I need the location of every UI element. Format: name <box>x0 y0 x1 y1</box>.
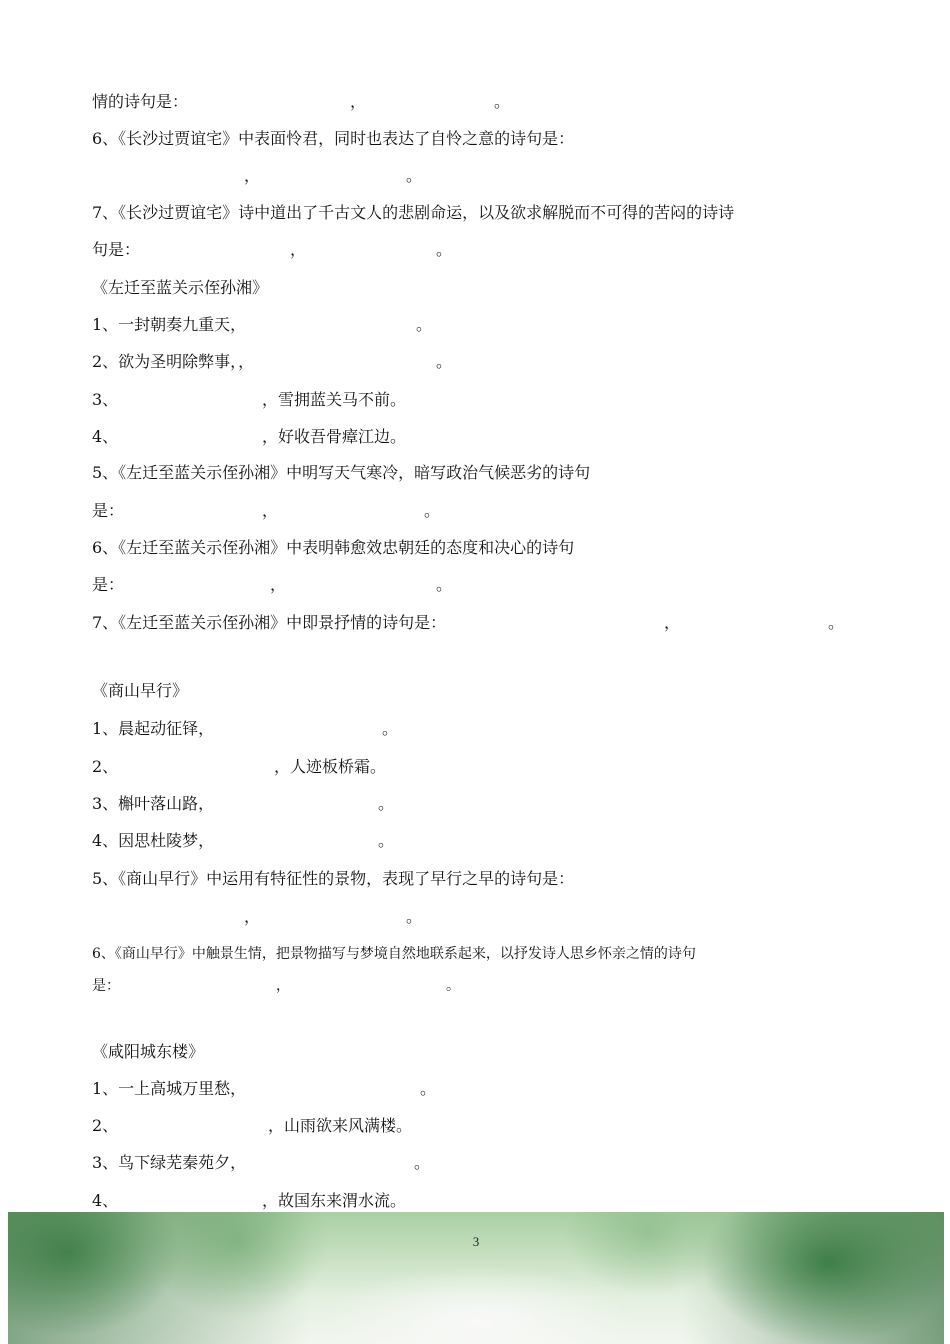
text-segment: 7、《左迁至蓝关示侄孙湘》中即景抒情的诗句是： <box>92 613 447 632</box>
page-number: 3 <box>472 1234 480 1249</box>
text-segment: 是： <box>92 978 120 994</box>
text-segment: 3、鸟下绿芜秦苑夕， <box>92 1153 247 1172</box>
text-segment: ， <box>262 501 279 520</box>
text-segment: ， <box>244 166 261 185</box>
text-segment: ，好收吾骨瘴江边。 <box>262 427 407 446</box>
text-segment: 《咸阳城东楼》 <box>92 1042 205 1061</box>
text-segment: 4、因思杜陵梦， <box>92 831 215 850</box>
text-segment: 是： <box>92 575 125 594</box>
text-segment: 6、《商山早行》中触景生情，把景物描写与梦境自然地联系起来，以抒发诗人思乡怀亲之情的诗句 <box>92 946 696 962</box>
text-segment: 是： <box>92 501 125 520</box>
text-segment: 6、《左迁至蓝关示侄孙湘》中表明韩愈效忠朝廷的态度和决心的诗句 <box>92 538 575 557</box>
text-segment: ， <box>350 92 367 111</box>
text-segment: 《左迁至蓝关示侄孙湘》 <box>92 278 269 297</box>
text-segment: 2、欲为圣明除弊事，， <box>92 352 255 371</box>
text-segment: 2、 <box>92 757 119 776</box>
text-segment: 。 <box>382 719 399 738</box>
text-segment: 5、《商山早行》中运用有特征性的景物，表现了早行之早的诗句是： <box>92 869 575 888</box>
text-segment: ，山雨欲来风满楼。 <box>268 1116 413 1135</box>
text-segment: 5、《左迁至蓝关示侄孙湘》中明写天气寒冷，暗写政治气候恶劣的诗句 <box>92 463 591 482</box>
text-segment: 1、晨起动征铎， <box>92 719 215 738</box>
text-segment: 6、《长沙过贾谊宅》中表面怜君，同时也表达了自怜之意的诗句是： <box>92 129 575 148</box>
text-segment: ，雪拥蓝关马不前。 <box>262 390 407 409</box>
text-segment: ， <box>270 575 287 594</box>
text-segment: 句是： <box>92 240 141 259</box>
text-segment: ，故国东来渭水流。 <box>262 1191 407 1210</box>
text-segment: 。 <box>416 315 433 334</box>
text-segment: 。 <box>378 831 395 850</box>
text-segment: 。 <box>414 1153 431 1172</box>
text-segment: 1、一封朝奏九重天， <box>92 315 247 334</box>
text-segment: 。 <box>406 907 423 926</box>
text-segment: 。 <box>436 575 453 594</box>
text-segment: ， <box>276 978 290 994</box>
text-segment: 1、一上高城万里愁， <box>92 1079 247 1098</box>
text-segment: 。 <box>446 978 460 994</box>
text-segment: 7、《长沙过贾谊宅》诗中道出了千古文人的悲剧命运，以及欲求解脱而不可得的苦闷的诗诗 <box>92 203 735 222</box>
text-segment: 。 <box>378 794 395 813</box>
text-segment: ，人迹板桥霜。 <box>274 757 387 776</box>
text-segment: 3、 <box>92 390 119 409</box>
text-segment: 。 <box>424 501 441 520</box>
text-segment: ， <box>244 907 261 926</box>
text-segment: 。 <box>494 92 511 111</box>
text-segment: 4、 <box>92 427 119 446</box>
text-segment: 。 <box>436 240 453 259</box>
text-segment: ， <box>290 240 307 259</box>
text-segment: 。 <box>436 352 453 371</box>
footer-foliage-left <box>8 1212 308 1344</box>
text-segment: 。 <box>828 613 845 632</box>
text-segment: 3、槲叶落山路， <box>92 794 215 813</box>
footer-banner <box>8 1212 944 1344</box>
text-segment: 2、 <box>92 1116 119 1135</box>
text-segment: 《商山早行》 <box>92 681 189 700</box>
text-segment: ， <box>664 613 681 632</box>
text-segment: 情的诗句是： <box>92 92 189 111</box>
footer-foliage-right <box>684 1212 944 1344</box>
text-segment: 。 <box>420 1079 437 1098</box>
text-segment: 4、 <box>92 1191 119 1210</box>
text-segment: 。 <box>406 166 423 185</box>
